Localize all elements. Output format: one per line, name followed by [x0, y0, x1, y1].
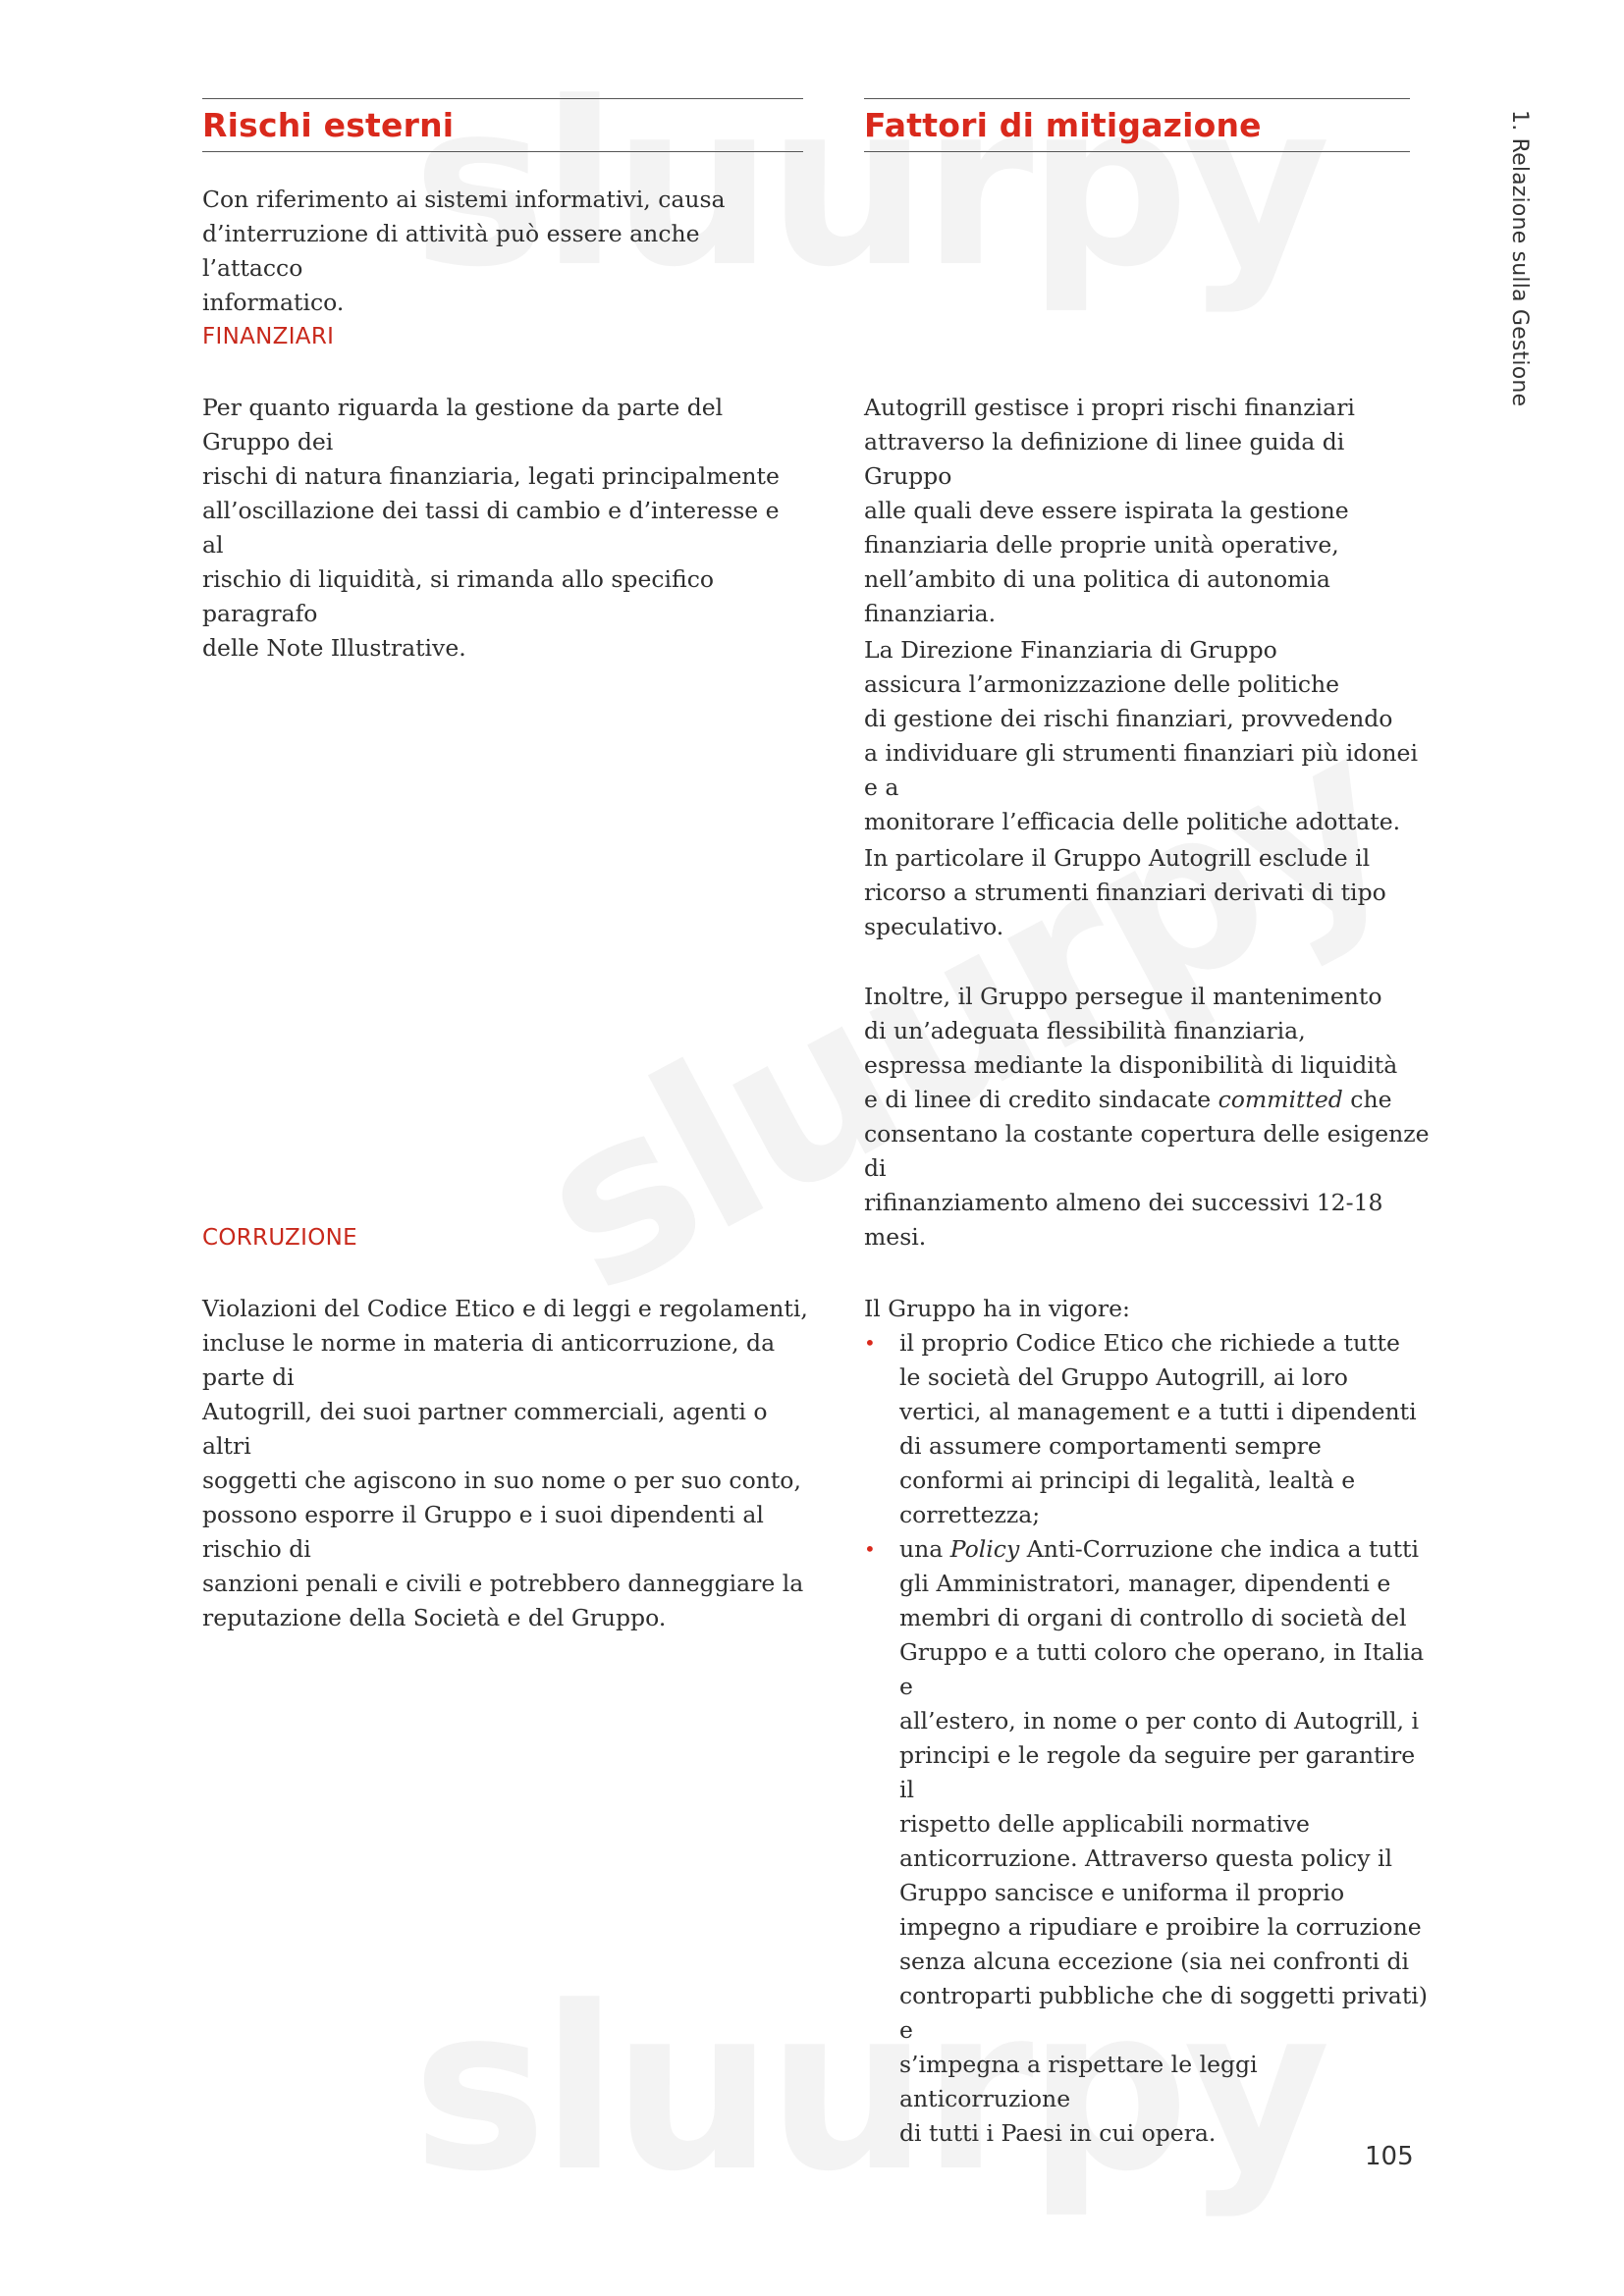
text-line: Con riferimento ai sistemi informativi, causa: [202, 186, 726, 213]
text-line: Gruppo sancisce e uniforma il proprio: [899, 1879, 1345, 1906]
text-line: di tutti i Paesi in cui opera.: [899, 2119, 1217, 2147]
text-line: Gruppo e a tutti coloro che operano, in Italia e: [899, 1638, 1425, 1700]
text-line: possono esporre il Gruppo e i suoi dipendenti al rischio di: [202, 1501, 764, 1563]
text-line: informatico.: [202, 289, 345, 316]
running-section-label: 1. Relazione sulla Gestione: [1507, 110, 1532, 407]
bullet-icon: •: [864, 1537, 876, 1561]
text-line: membri di organi di controllo di società del: [899, 1604, 1407, 1631]
text-line: a individuare gli strumenti finanziari più idonei e a: [864, 739, 1418, 801]
text-line: rischi di natura finanziaria, legati principalmente: [202, 462, 780, 490]
text-line: reputazione della Società e del Gruppo.: [202, 1604, 667, 1631]
text-line: consentano la costante copertura delle esigenze di: [864, 1120, 1430, 1182]
text-line: In particolare il Gruppo Autogrill esclude il: [864, 844, 1371, 872]
text-line: sanzioni penali e civili e potrebbero danneggiare la: [202, 1570, 804, 1597]
text-line: espressa mediante la disponibilità di liquidità: [864, 1051, 1398, 1079]
mitigation-list: [864, 1326, 1434, 2151]
text-line: di assumere comportamenti sempre: [899, 1432, 1322, 1460]
text-line: rischio di liquidità, si rimanda allo specifico paragrafo: [202, 565, 715, 627]
text-line: La Direzione Finanziaria di Gruppo: [864, 636, 1277, 664]
column-header: [864, 98, 1410, 152]
text-line: impegno a ripudiare e proibire la corruzione: [899, 1913, 1422, 1941]
text-line: nell’ambito di una politica di autonomia: [864, 565, 1330, 593]
text-line: conformi ai principi di legalità, lealtà e: [899, 1467, 1356, 1494]
text-line: finanziaria delle proprie unità operative,: [864, 531, 1339, 559]
text-run: una: [899, 1535, 950, 1563]
text-line: [899, 1532, 1434, 1567]
text-line: controparti pubbliche che di soggetti privati) e: [899, 1982, 1428, 2044]
text-line: Autogrill gestisce i propri rischi finanziari: [864, 394, 1355, 421]
column-header: [202, 98, 803, 152]
list-item: [864, 1532, 1434, 2151]
text-line: soggetti che agiscono in suo nome o per suo conto,: [202, 1467, 801, 1494]
mitigation-column: [864, 98, 1410, 152]
text-line: Autogrill, dei suoi partner commerciali, agenti o altri: [202, 1398, 768, 1460]
text-line: principi e le regole da seguire per garantire il: [899, 1741, 1416, 1803]
text-line: [864, 1083, 1434, 1117]
text-line: d’interruzione di attività può essere anche l’attacco: [202, 220, 700, 282]
column-title-fattori-di-mitigazione: Fattori di mitigazione: [864, 106, 1262, 144]
finanziari-paragraph: [202, 391, 803, 666]
corruzione-paragraph: [202, 1292, 811, 1635]
text-line: attraverso la definizione di linee guida di Gruppo: [864, 428, 1345, 490]
text-line: delle Note Illustrative.: [202, 634, 466, 662]
mitigation-paragraph-4: [864, 980, 1434, 1255]
text-run: e di linee di credito sindacate: [864, 1086, 1218, 1113]
section-label-finanziari: FINANZIARI: [202, 324, 335, 349]
page-number: 105: [1365, 2142, 1414, 2171]
list-intro: Il Gruppo ha in vigore:: [864, 1295, 1130, 1322]
text-line: anticorruzione. Attraverso questa policy il: [899, 1844, 1393, 1872]
mitigation-paragraph-1: [864, 391, 1414, 631]
text-line: correttezza;: [899, 1501, 1041, 1528]
text-line: all’oscillazione dei tassi di cambio e d’interesse e al: [202, 497, 780, 559]
text-line: Violazioni del Codice Etico e di leggi e regolamenti,: [202, 1295, 808, 1322]
emphasis-policy: Policy: [949, 1535, 1020, 1563]
text-line: gli Amministratori, manager, dipendenti e: [899, 1570, 1391, 1597]
list-item: [864, 1326, 1434, 1532]
section-label-corruzione: CORRUZIONE: [202, 1225, 357, 1251]
text-line: Per quanto riguarda la gestione da parte del Gruppo dei: [202, 394, 724, 455]
column-title-rischi-esterni: Rischi esterni: [202, 106, 455, 144]
text-line: rispetto delle applicabili normative: [899, 1810, 1310, 1838]
risks-column: [202, 98, 803, 152]
mitigation-paragraph-3: [864, 841, 1414, 944]
text-line: all’estero, in nome o per conto di Autogrill, i: [899, 1707, 1420, 1735]
text-line: rifinanziamento almeno dei successivi 12-18 mesi.: [864, 1189, 1383, 1251]
text-line: finanziaria.: [864, 600, 997, 627]
text-line: monitorare l’efficacia delle politiche adottate.: [864, 808, 1401, 835]
text-line: ricorso a strumenti finanziari derivati di tipo: [864, 879, 1386, 906]
text-line: di un’adeguata flessibilità finanziaria,: [864, 1017, 1306, 1044]
emphasis-committed: committed: [1218, 1086, 1343, 1113]
text-line: vertici, al management e a tutti i dipendenti: [899, 1398, 1417, 1425]
text-run: Anti-Corruzione che indica a tutti: [1019, 1535, 1420, 1563]
text-line: Inoltre, il Gruppo persegue il mantenimento: [864, 983, 1382, 1010]
text-line: assicura l’armonizzazione delle politiche: [864, 670, 1340, 698]
mitigation-paragraph-2: [864, 633, 1434, 839]
intro-paragraph: [202, 183, 803, 320]
text-line: di gestione dei rischi finanziari, provvedendo: [864, 705, 1393, 732]
text-line: alle quali deve essere ispirata la gestione: [864, 497, 1349, 524]
text-line: incluse le norme in materia di anticorruzione, da parte di: [202, 1329, 776, 1391]
text-run: che: [1342, 1086, 1392, 1113]
text-line: s’impegna a rispettare le leggi anticorruzione: [899, 2051, 1258, 2112]
bullet-icon: •: [864, 1331, 876, 1355]
text-line: speculativo.: [864, 913, 1004, 940]
text-line: il proprio Codice Etico che richiede a tutte: [899, 1329, 1400, 1357]
text-line: senza alcuna eccezione (sia nei confronti di: [899, 1948, 1409, 1975]
mitigation-paragraph-5: [864, 1292, 1434, 2151]
text-line: le società del Gruppo Autogrill, ai loro: [899, 1363, 1348, 1391]
